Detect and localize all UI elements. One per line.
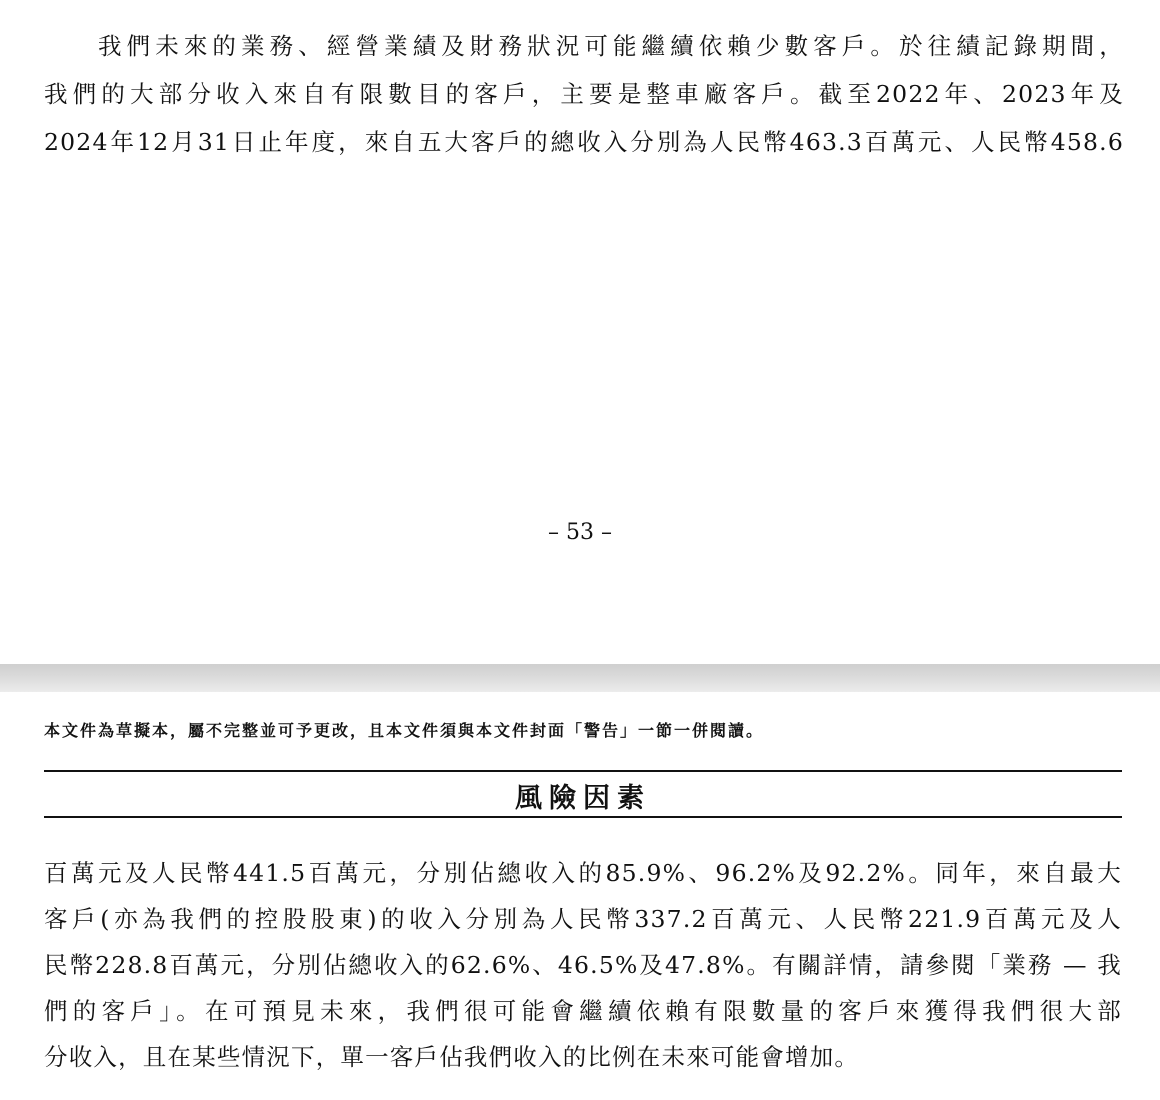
paragraph-line: 分收入，且在某些情況下，單一客戶佔我們收入的比例在未來可能會增加。 [44, 1043, 860, 1071]
page-number: – 53 – [548, 520, 612, 545]
paragraph-line: 百萬元及人民幣441.5百萬元，分別佔總收入的85.9%、96.2%及92.2%。同年，來自最大 [44, 859, 1122, 887]
paragraph-line: 我們的大部分收入來自有限數目的客戶，主要是整車廠客戶。截至2022年、2023年及 [44, 80, 1124, 108]
body-paragraph-top [44, 22, 1124, 166]
page-separator [0, 664, 1160, 692]
header-rule-top [44, 770, 1122, 772]
paragraph-line: 我們未來的業務、經營業績及財務狀況可能繼續依賴少數客戶。於往績記錄期間， [98, 32, 1124, 60]
header-rule-bottom [44, 816, 1122, 818]
document-page-54 [0, 692, 1160, 1100]
section-title: 風險因素 [515, 783, 651, 814]
paragraph-line: 2024年12月31日止年度，來自五大客戶的總收入分別為人民幣463.3百萬元、人民幣458.6 [44, 128, 1124, 156]
paragraph-line: 們的客戶」。在可預見未來，我們很可能會繼續依賴有限數量的客戶來獲得我們很大部 [44, 997, 1122, 1025]
paragraph-line: 客戶(亦為我們的控股股東)的收入分別為人民幣337.2百萬元、人民幣221.9百萬元及人 [44, 905, 1122, 933]
body-paragraph-bottom [44, 850, 1122, 1080]
draft-notice: 本文件為草擬本，屬不完整並可予更改，且本文件須與本文件封面「警告」一節一併閱讀。 [44, 721, 765, 740]
paragraph-line: 民幣228.8百萬元，分別佔總收入的62.6%、46.5%及47.8%。有關詳情，請參閱「業務 — 我 [44, 951, 1122, 979]
